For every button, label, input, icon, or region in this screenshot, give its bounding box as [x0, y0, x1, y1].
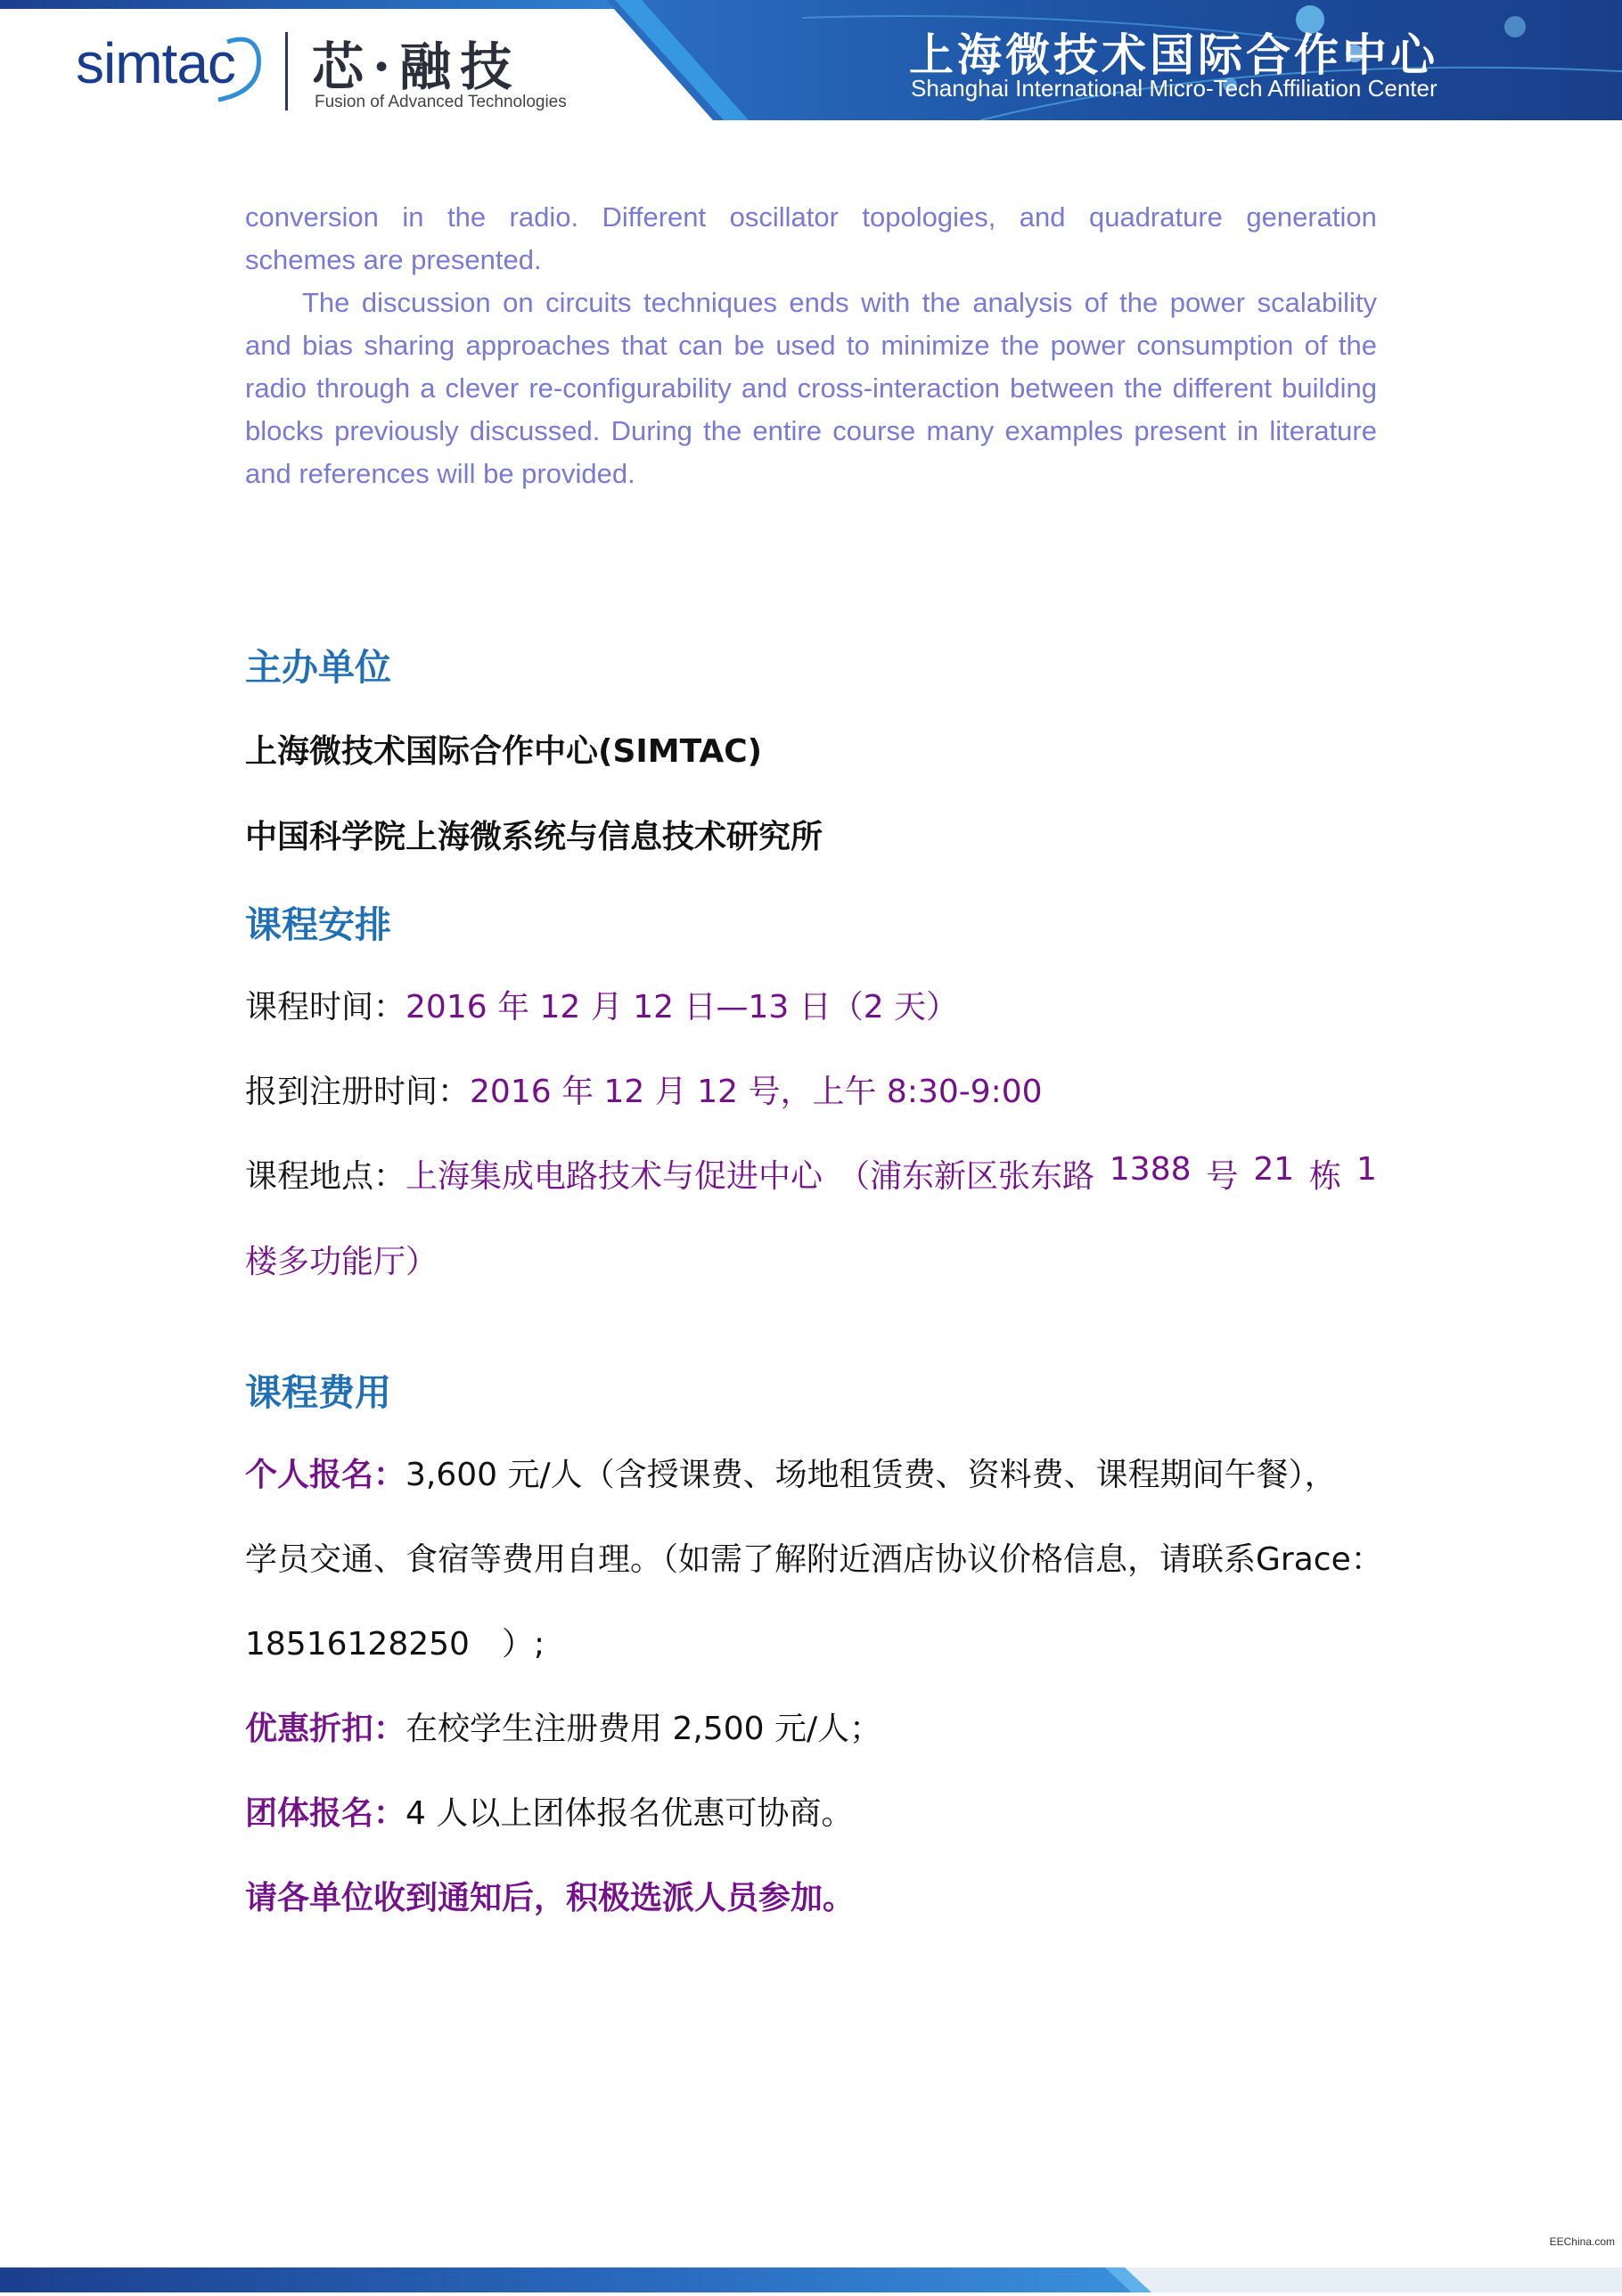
individual-fee-note: 学员交通、食宿等费用自理。（如需了解附近酒店协议价格信息，请联系	[245, 1541, 1257, 1578]
course-location-venue: 上海集成电路技术与促进中心	[406, 1158, 823, 1195]
brand-divider	[285, 32, 288, 110]
discount-label: 优惠折扣：	[245, 1711, 406, 1747]
organizers-heading: 主办单位	[245, 646, 391, 689]
discount-text: 在校学生注册费用 2,500 元/人；	[406, 1711, 882, 1747]
intro-word: conversion	[245, 201, 379, 233]
intro-paragraph-2: The discussion on circuits techniques ends with the analysis of the power scalability and bias sharing approaches that can be used to minimize the power consumption of the radio through a clever re-configurability and cross-interaction between the different building blocks previously discussed. During the entire course many examples present in literature and references will be provided.	[245, 287, 1377, 489]
course-time-label: 课程时间：	[245, 989, 406, 1025]
intro-word: generation	[1246, 201, 1377, 233]
intro-word: the	[446, 201, 487, 233]
course-location-address: 21	[1253, 1151, 1295, 1188]
schedule-heading: 课程安排	[245, 903, 391, 946]
course-location-address: 1388	[1109, 1151, 1192, 1188]
course-time-line	[245, 982, 1377, 1027]
individual-fee-line-2	[245, 1534, 1383, 1580]
footer-credit: EEChina.com	[1549, 2235, 1615, 2248]
course-location-address: 1	[1356, 1151, 1377, 1188]
course-location-label: 课程地点：	[245, 1158, 406, 1195]
brand-tagline: Fusion of Advanced Technologies	[315, 93, 567, 111]
individual-fee-line-3: 18516128250 ）;	[245, 1626, 545, 1663]
registration-time-line	[245, 1066, 1377, 1112]
course-time-value: 2016 年 12 月 12 日—13 日（2 天）	[406, 989, 959, 1025]
group-fee-label: 团体报名：	[245, 1795, 406, 1832]
individual-fee-label: 个人报名：	[245, 1457, 406, 1493]
intro-line-1	[245, 196, 1377, 239]
individual-fee-text: 3,600 元/人（含授课费、场地租赁费、资料费、课程期间午餐），	[406, 1457, 1337, 1493]
brand-chinese-name: 芯·融技	[312, 37, 521, 97]
course-location-group	[245, 1151, 823, 1197]
group-fee-text: 4 人以上团体报名优惠可协商。	[406, 1795, 854, 1832]
footer-banner-graphic	[0, 2255, 1622, 2292]
intro-word: oscillator	[729, 201, 839, 233]
organizer-2: 中国科学院上海微系统与信息技术研究所	[245, 819, 823, 855]
individual-fee-line	[245, 1450, 1377, 1495]
course-location-address: （浦东新区张东路	[837, 1158, 1094, 1195]
intro-word: radio.	[509, 201, 579, 233]
course-location-line	[245, 1151, 1377, 1197]
organization-chinese-name: 上海微技术国际合作中心	[909, 29, 1438, 81]
simtac-logo-swoosh-icon	[209, 29, 272, 118]
individual-fee-contact: Grace：	[1256, 1541, 1383, 1578]
intro-word: topologies,	[862, 201, 996, 233]
intro-word: and	[1019, 201, 1066, 233]
closing-notice: 请各单位收到通知后，积极选派人员参加。	[245, 1880, 856, 1916]
group-fee-line	[245, 1788, 1377, 1834]
course-location-address: 号	[1206, 1158, 1239, 1195]
intro-word: Different	[602, 201, 707, 233]
simtac-logo: simtac	[76, 31, 235, 95]
organization-english-name: Shanghai International Micro-Tech Affiliation Center	[911, 75, 1438, 102]
page-footer	[0, 2255, 1622, 2292]
course-location-address: 栋	[1309, 1158, 1342, 1195]
discount-line	[245, 1704, 1377, 1749]
page-header	[0, 0, 1622, 120]
intro-word: in	[402, 201, 424, 233]
organizer-1: 上海微技术国际合作中心(SIMTAC)	[245, 733, 763, 770]
registration-time-label: 报到注册时间：	[245, 1074, 471, 1110]
intro-line-2: schemes are presented.	[245, 244, 542, 275]
course-location-line-2: 楼多功能厅）	[245, 1244, 438, 1280]
fees-heading: 课程费用	[245, 1371, 391, 1414]
registration-time-value: 2016 年 12 月 12 号，上午 8:30-9:00	[470, 1074, 1043, 1110]
intro-word: quadrature	[1088, 201, 1223, 233]
